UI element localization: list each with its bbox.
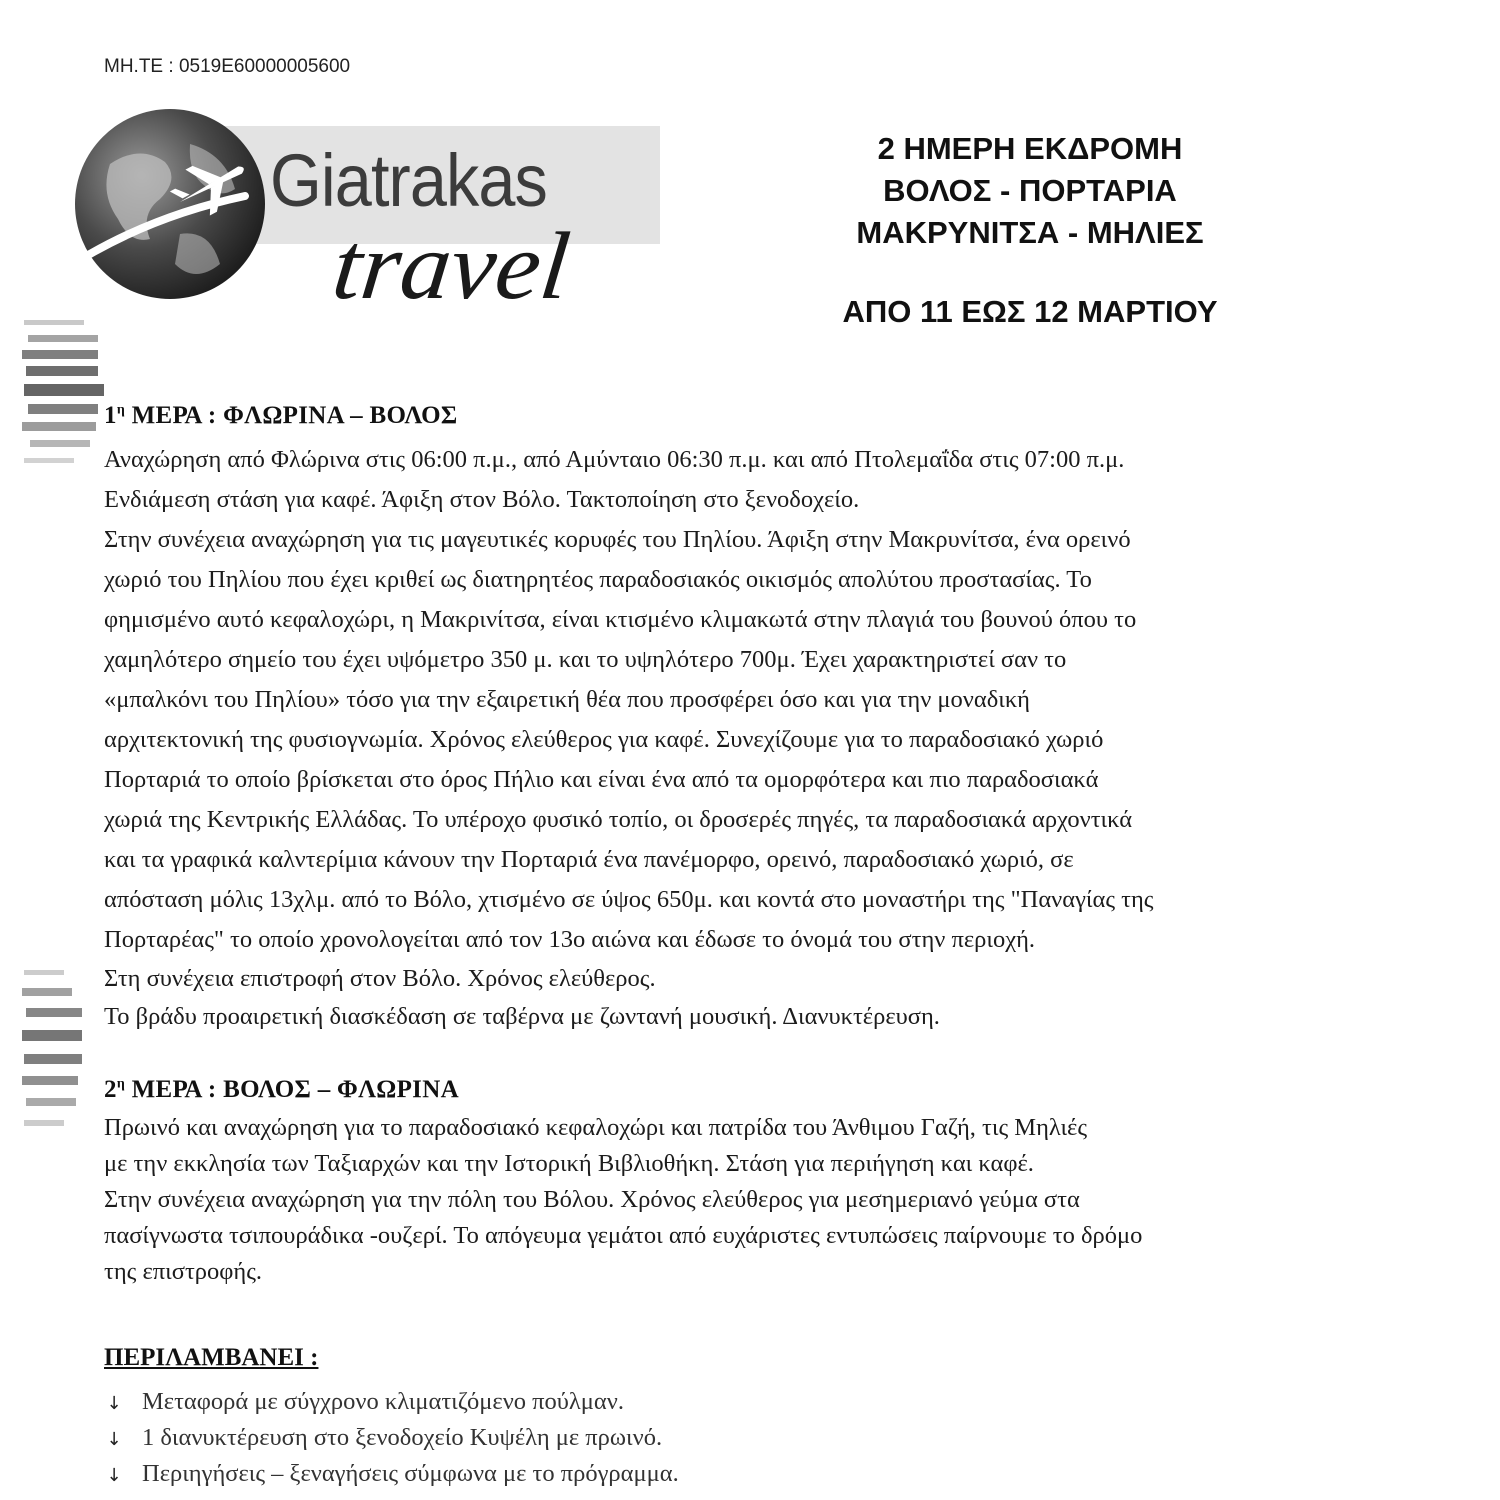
itinerary-line: Πορταρέας" το οποίο χρονολογείται από τον 13ο αιώνα και έδωσε το όνομά του στην περιοχή. [104,926,1036,953]
itinerary-line: με την εκκλησία των Ταξιαρχών και την Ιστορική Βιβλιοθήκη. Στάση για περιήγηση και καφέ. [104,1150,1034,1177]
scan-smudge [20,960,110,1150]
itinerary-line: Το βράδυ προαιρετική διασκέδαση σε ταβέρνα με ζωντανή μουσική. Διανυκτέρευση. [104,1003,940,1030]
include-text: Μεταφορά με σύγχρονο κλιματιζόμενο πούλμαν. [142,1388,624,1415]
itinerary-line: απόσταση μόλις 13χλμ. από το Βόλο, χτισμένο σε ύψος 650μ. και κοντά στο μοναστήρι της "Παναγίας της [104,886,1154,913]
itinerary-line: φημισμένο αυτό κεφαλοχώρι, η Μακρινίτσα, είναι κτισμένο κλιμακωτά στην πλαγιά του βουνού όπου το [104,606,1137,633]
day1-heading [104,402,458,430]
itinerary-line: χωριά της Κεντρικής Ελλάδας. Το υπέροχο φυσικό τοπίο, οι δροσερές πηγές, τα παραδοσιακά αρχοντικά [104,806,1133,833]
down-arrow-bullet-icon: ↓ [106,1393,122,1414]
title-line-1: 2 ΗΜΕΡΗ ΕΚΔΡΟΜΗ [877,131,1183,166]
down-arrow-bullet-icon: ↓ [106,1465,122,1486]
day1-ordinal: η [116,402,126,418]
list-item [104,1456,679,1492]
includes-list [104,1384,679,1492]
day2-route: ΜΕΡΑ : ΒΟΛΟΣ – ΦΛΩΡΙΝΑ [125,1076,459,1103]
day1-itinerary [104,440,1424,1036]
itinerary-line: Στην συνέχεια αναχώρηση για την πόλη του Βόλου. Χρόνος ελεύθερος για μεσημεριανό γεύμα στα [104,1186,1080,1213]
day2-ordinal: η [116,1076,126,1092]
itinerary-line: Στη συνέχεια επιστροφή στον Βόλο. Χρόνος ελεύθερος. [104,965,656,992]
logo-wordmark: Giatrakas [270,139,547,222]
trip-dates: ΑΠΟ 11 ΕΩΣ 12 ΜΑΡΤΙΟΥ [842,294,1218,329]
globe-plane-icon [70,104,270,304]
include-text: Περιηγήσεις – ξεναγήσεις σύμφωνα με το πρόγραμμα. [142,1460,679,1487]
trip-title [780,128,1280,254]
includes-heading: ΠΕΡΙΛΑΜΒΑΝΕΙ : [104,1344,319,1371]
list-item [104,1420,679,1456]
day2-itinerary [104,1110,1424,1290]
title-line-2: ΒΟΛΟΣ - ΠΟΡΤΑΡΙΑ [883,173,1177,208]
list-item [104,1384,679,1420]
down-arrow-bullet-icon: ↓ [106,1429,122,1450]
itinerary-line: Πορταριά το οποίο βρίσκεται στο όρος Πήλιο και είναι ένα από τα ομορφότερα και πιο παραδοσιακά [104,766,1099,793]
day2-number: 2 [104,1076,117,1103]
itinerary-line: Αναχώρηση από Φλώρινα στις 06:00 π.μ., από Αμύνταιο 06:30 π.μ. και από Πτολεμαΐδα στις 07:00 π.μ. [104,446,1125,473]
company-logo [70,100,630,320]
itinerary-line: χωριό του Πηλίου που έχει κριθεί ως διατηρητέος παραδοσιακός οικισμός απολύτου προστασίας. Το [104,566,1092,593]
itinerary-line: «μπαλκόνι του Πηλίου» τόσο για την εξαιρετική θέα που προσφέρει όσο και για την μοναδική [104,686,1030,713]
itinerary-line: αρχιτεκτονική της φυσιογνωμία. Χρόνος ελεύθερος για καφέ. Συνεχίζουμε για το παραδοσιακό χωριό [104,726,1104,753]
logo-tagline: travel [327,212,575,319]
itinerary-line: πασίγνωστα τσιπουράδικα -ουζερί. Το απόγευμα γεμάτοι από ευχάριστες εντυπώσεις παίρνουμε το δρόμο [104,1222,1143,1249]
title-line-3: ΜΑΚΡΥΝΙΤΣΑ - ΜΗΛΙΕΣ [856,215,1204,250]
include-text: 1 διανυκτέρευση στο ξενοδοχείο Κυψέλη με πρωινό. [142,1424,663,1451]
itinerary-line: Στην συνέχεια αναχώρηση για τις μαγευτικές κορυφές του Πηλίου. Άφιξη στην Μακρυνίτσα, ένα ορεινό [104,526,1131,553]
itinerary-line: Ενδιάμεση στάση για καφέ. Άφιξη στον Βόλο. Τακτοποίηση στο ξενοδοχείο. [104,486,860,513]
day2-heading [104,1076,459,1104]
itinerary-line: και τα γραφικά καλντερίμια κάνουν την Πορταριά ένα πανέμορφο, ορεινό, παραδοσιακό χωριό, σε [104,846,1074,873]
day1-route: ΜΕΡΑ : ΦΛΩΡΙΝΑ – ΒΟΛΟΣ [125,402,458,429]
itinerary-line: χαμηλότερο σημείο του έχει υψόμετρο 350 μ. και το υψηλότερο 700μ. Έχει χαρακτηριστεί σαν το [104,646,1067,673]
itinerary-line: Πρωινό και αναχώρηση για το παραδοσιακό κεφαλοχώρι και πατρίδα του Άνθιμου Γαζή, τις Μηλιές [104,1114,1088,1141]
scan-smudge [20,310,110,480]
itinerary-line: της επιστροφής. [104,1258,263,1285]
license-number: ΜΗ.ΤΕ : 0519Ε60000005600 [104,56,351,77]
day1-number: 1 [104,402,117,429]
